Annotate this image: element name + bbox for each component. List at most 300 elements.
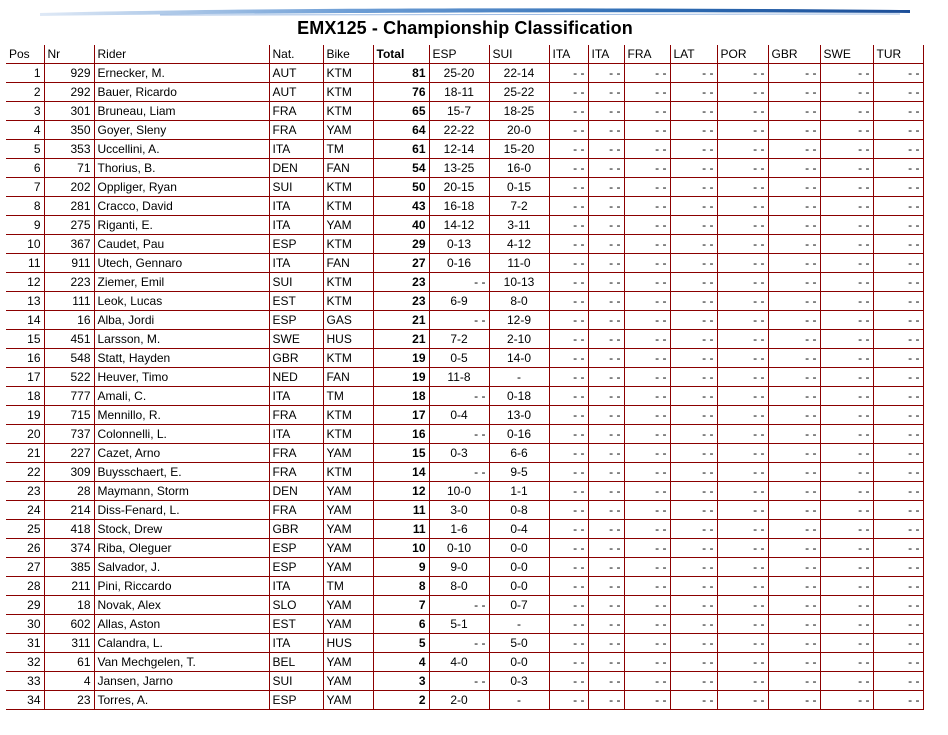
table-row — [6, 197, 923, 216]
rider-cell: Jansen, Jarno — [94, 672, 269, 691]
bike-cell: YAM — [323, 121, 373, 140]
round-esp-cell: 0-10 — [429, 539, 489, 558]
nationality-cell: FRA — [269, 121, 323, 140]
round-empty-cell: - - — [549, 387, 588, 406]
round-empty-cell: - - — [717, 596, 768, 615]
number-cell: 929 — [44, 64, 94, 83]
round-empty-cell: - - — [624, 140, 670, 159]
rider-cell: Statt, Hayden — [94, 349, 269, 368]
nationality-cell: FRA — [269, 102, 323, 121]
total-cell: 6 — [373, 615, 429, 634]
round-esp-cell: 0-3 — [429, 444, 489, 463]
round-empty-cell: - - — [873, 558, 923, 577]
bike-cell: TM — [323, 140, 373, 159]
nationality-cell: ITA — [269, 577, 323, 596]
table-row — [6, 349, 923, 368]
round-empty-cell: - - — [717, 216, 768, 235]
round-empty-cell: - - — [717, 615, 768, 634]
round-esp-cell: 11-8 — [429, 368, 489, 387]
rider-cell: Mennillo, R. — [94, 406, 269, 425]
number-cell: 367 — [44, 235, 94, 254]
number-cell: 385 — [44, 558, 94, 577]
round-empty-cell: - - — [549, 691, 588, 710]
bike-cell: YAM — [323, 482, 373, 501]
round-empty-cell: - - — [768, 311, 820, 330]
nationality-cell: EST — [269, 615, 323, 634]
bike-cell: KTM — [323, 83, 373, 102]
column-header-por-12: POR — [717, 45, 768, 64]
bike-cell: KTM — [323, 463, 373, 482]
round-sui-cell: 10-13 — [489, 273, 549, 292]
round-empty-cell: - - — [549, 672, 588, 691]
round-empty-cell: - - — [588, 691, 624, 710]
bike-cell: FAN — [323, 159, 373, 178]
column-header-gbr-13: GBR — [768, 45, 820, 64]
round-empty-cell: - - — [549, 463, 588, 482]
position-cell: 15 — [6, 330, 44, 349]
round-empty-cell: - - — [717, 83, 768, 102]
total-cell: 19 — [373, 368, 429, 387]
position-cell: 13 — [6, 292, 44, 311]
round-empty-cell: - - — [624, 577, 670, 596]
round-empty-cell: - - — [768, 140, 820, 159]
total-cell: 76 — [373, 83, 429, 102]
round-esp-cell: 0-13 — [429, 235, 489, 254]
round-empty-cell: - - — [549, 102, 588, 121]
page-title: EMX125 - Championship Classification — [297, 18, 633, 38]
round-empty-cell: - - — [549, 349, 588, 368]
nationality-cell: AUT — [269, 64, 323, 83]
round-sui-cell: 0-3 — [489, 672, 549, 691]
position-cell: 29 — [6, 596, 44, 615]
round-empty-cell: - - — [768, 83, 820, 102]
position-cell: 32 — [6, 653, 44, 672]
rider-cell: Diss-Fenard, L. — [94, 501, 269, 520]
round-sui-cell: - — [489, 368, 549, 387]
position-cell: 18 — [6, 387, 44, 406]
column-header-esp-6: ESP — [429, 45, 489, 64]
number-cell: 309 — [44, 463, 94, 482]
round-esp-cell: - - — [429, 634, 489, 653]
round-esp-cell: 12-14 — [429, 140, 489, 159]
round-sui-cell: 5-0 — [489, 634, 549, 653]
round-empty-cell: - - — [768, 463, 820, 482]
round-empty-cell: - - — [624, 691, 670, 710]
number-cell: 374 — [44, 539, 94, 558]
number-cell: 71 — [44, 159, 94, 178]
round-empty-cell: - - — [670, 273, 717, 292]
round-empty-cell: - - — [549, 634, 588, 653]
round-empty-cell: - - — [549, 520, 588, 539]
position-cell: 25 — [6, 520, 44, 539]
round-sui-cell: 0-18 — [489, 387, 549, 406]
position-cell: 2 — [6, 83, 44, 102]
round-empty-cell: - - — [820, 140, 873, 159]
round-esp-cell: 13-25 — [429, 159, 489, 178]
round-empty-cell: - - — [717, 254, 768, 273]
total-cell: 43 — [373, 197, 429, 216]
round-empty-cell: - - — [768, 691, 820, 710]
round-empty-cell: - - — [670, 178, 717, 197]
round-empty-cell: - - — [549, 425, 588, 444]
column-header-bike-4: Bike — [323, 45, 373, 64]
round-empty-cell: - - — [768, 121, 820, 140]
rider-cell: Cazet, Arno — [94, 444, 269, 463]
round-empty-cell: - - — [624, 159, 670, 178]
table-row — [6, 558, 923, 577]
rider-cell: Leok, Lucas — [94, 292, 269, 311]
bike-cell: YAM — [323, 501, 373, 520]
round-empty-cell: - - — [588, 178, 624, 197]
nationality-cell: DEN — [269, 482, 323, 501]
round-empty-cell: - - — [588, 254, 624, 273]
round-empty-cell: - - — [624, 406, 670, 425]
position-cell: 17 — [6, 368, 44, 387]
round-empty-cell: - - — [820, 577, 873, 596]
round-esp-cell: 2-0 — [429, 691, 489, 710]
number-cell: 223 — [44, 273, 94, 292]
number-cell: 227 — [44, 444, 94, 463]
round-sui-cell: 16-0 — [489, 159, 549, 178]
round-empty-cell: - - — [717, 387, 768, 406]
round-empty-cell: - - — [670, 615, 717, 634]
round-empty-cell: - - — [717, 235, 768, 254]
position-cell: 33 — [6, 672, 44, 691]
total-cell: 3 — [373, 672, 429, 691]
position-cell: 27 — [6, 558, 44, 577]
position-cell: 14 — [6, 311, 44, 330]
table-row — [6, 216, 923, 235]
table-row — [6, 254, 923, 273]
bike-cell: YAM — [323, 216, 373, 235]
round-empty-cell: - - — [717, 539, 768, 558]
round-empty-cell: - - — [768, 577, 820, 596]
round-empty-cell: - - — [670, 311, 717, 330]
rider-cell: Colonnelli, L. — [94, 425, 269, 444]
round-empty-cell: - - — [588, 615, 624, 634]
round-empty-cell: - - — [670, 140, 717, 159]
bike-cell: FAN — [323, 254, 373, 273]
rider-cell: Caudet, Pau — [94, 235, 269, 254]
position-cell: 22 — [6, 463, 44, 482]
round-empty-cell: - - — [588, 406, 624, 425]
round-empty-cell: - - — [768, 539, 820, 558]
round-empty-cell: - - — [820, 83, 873, 102]
round-empty-cell: - - — [873, 140, 923, 159]
bike-cell: YAM — [323, 615, 373, 634]
round-empty-cell: - - — [624, 311, 670, 330]
table-row — [6, 178, 923, 197]
round-empty-cell: - - — [768, 273, 820, 292]
round-empty-cell: - - — [873, 159, 923, 178]
round-empty-cell: - - — [820, 235, 873, 254]
nationality-cell: ITA — [269, 425, 323, 444]
round-empty-cell: - - — [588, 539, 624, 558]
round-empty-cell: - - — [873, 235, 923, 254]
round-empty-cell: - - — [820, 330, 873, 349]
round-empty-cell: - - — [873, 102, 923, 121]
number-cell: 418 — [44, 520, 94, 539]
nationality-cell: ITA — [269, 216, 323, 235]
total-cell: 29 — [373, 235, 429, 254]
nationality-cell: BEL — [269, 653, 323, 672]
round-empty-cell: - - — [670, 102, 717, 121]
round-empty-cell: - - — [820, 596, 873, 615]
bike-cell: KTM — [323, 425, 373, 444]
total-cell: 8 — [373, 577, 429, 596]
rider-cell: Utech, Gennaro — [94, 254, 269, 273]
rider-cell: Riba, Oleguer — [94, 539, 269, 558]
round-empty-cell: - - — [624, 672, 670, 691]
rider-cell: Torres, A. — [94, 691, 269, 710]
round-esp-cell: 14-12 — [429, 216, 489, 235]
number-cell: 16 — [44, 311, 94, 330]
total-cell: 81 — [373, 64, 429, 83]
rider-cell: Salvador, J. — [94, 558, 269, 577]
round-empty-cell: - - — [624, 425, 670, 444]
round-empty-cell: - - — [588, 425, 624, 444]
round-empty-cell: - - — [873, 216, 923, 235]
round-empty-cell: - - — [873, 387, 923, 406]
bike-cell: FAN — [323, 368, 373, 387]
round-empty-cell: - - — [670, 691, 717, 710]
round-empty-cell: - - — [549, 159, 588, 178]
round-empty-cell: - - — [588, 64, 624, 83]
round-empty-cell: - - — [670, 596, 717, 615]
round-esp-cell: 18-11 — [429, 83, 489, 102]
round-sui-cell: 9-5 — [489, 463, 549, 482]
position-cell: 6 — [6, 159, 44, 178]
round-empty-cell: - - — [624, 83, 670, 102]
table-row — [6, 387, 923, 406]
nationality-cell: SLO — [269, 596, 323, 615]
position-cell: 19 — [6, 406, 44, 425]
nationality-cell: GBR — [269, 520, 323, 539]
bike-cell: KTM — [323, 197, 373, 216]
round-empty-cell: - - — [820, 425, 873, 444]
round-empty-cell: - - — [588, 197, 624, 216]
position-cell: 28 — [6, 577, 44, 596]
round-empty-cell: - - — [588, 444, 624, 463]
total-cell: 9 — [373, 558, 429, 577]
round-empty-cell: - - — [873, 292, 923, 311]
bike-cell: YAM — [323, 520, 373, 539]
round-sui-cell: 2-10 — [489, 330, 549, 349]
round-empty-cell: - - — [873, 615, 923, 634]
round-empty-cell: - - — [670, 83, 717, 102]
round-empty-cell: - - — [820, 121, 873, 140]
round-empty-cell: - - — [549, 558, 588, 577]
rider-cell: Oppliger, Ryan — [94, 178, 269, 197]
round-esp-cell: 10-0 — [429, 482, 489, 501]
position-cell: 5 — [6, 140, 44, 159]
number-cell: 211 — [44, 577, 94, 596]
round-empty-cell: - - — [549, 368, 588, 387]
nationality-cell: ESP — [269, 539, 323, 558]
round-sui-cell: 14-0 — [489, 349, 549, 368]
table-row — [6, 235, 923, 254]
round-sui-cell: 0-15 — [489, 178, 549, 197]
table-row — [6, 102, 923, 121]
nationality-cell: ESP — [269, 235, 323, 254]
round-esp-cell: 1-6 — [429, 520, 489, 539]
round-empty-cell: - - — [588, 520, 624, 539]
round-sui-cell: 22-14 — [489, 64, 549, 83]
round-empty-cell: - - — [588, 83, 624, 102]
table-row — [6, 159, 923, 178]
total-cell: 11 — [373, 501, 429, 520]
round-empty-cell: - - — [717, 653, 768, 672]
rider-cell: Larsson, M. — [94, 330, 269, 349]
round-empty-cell: - - — [820, 292, 873, 311]
total-cell: 19 — [373, 349, 429, 368]
round-empty-cell: - - — [670, 292, 717, 311]
bike-cell: GAS — [323, 311, 373, 330]
total-cell: 64 — [373, 121, 429, 140]
round-empty-cell: - - — [873, 273, 923, 292]
total-cell: 61 — [373, 140, 429, 159]
round-empty-cell: - - — [588, 292, 624, 311]
bike-cell: KTM — [323, 235, 373, 254]
table-row — [6, 482, 923, 501]
round-empty-cell: - - — [549, 216, 588, 235]
round-empty-cell: - - — [873, 539, 923, 558]
round-empty-cell: - - — [624, 254, 670, 273]
total-cell: 23 — [373, 273, 429, 292]
round-esp-cell: 9-0 — [429, 558, 489, 577]
round-empty-cell: - - — [670, 463, 717, 482]
round-empty-cell: - - — [624, 387, 670, 406]
number-cell: 281 — [44, 197, 94, 216]
round-empty-cell: - - — [670, 368, 717, 387]
rider-cell: Cracco, David — [94, 197, 269, 216]
round-empty-cell: - - — [549, 311, 588, 330]
round-empty-cell: - - — [768, 197, 820, 216]
position-cell: 34 — [6, 691, 44, 710]
round-empty-cell: - - — [670, 159, 717, 178]
nationality-cell: EST — [269, 292, 323, 311]
bike-cell: KTM — [323, 292, 373, 311]
number-cell: 911 — [44, 254, 94, 273]
round-empty-cell: - - — [717, 425, 768, 444]
round-empty-cell: - - — [670, 444, 717, 463]
round-empty-cell: - - — [820, 501, 873, 520]
nationality-cell: DEN — [269, 159, 323, 178]
rider-cell: Calandra, L. — [94, 634, 269, 653]
round-empty-cell: - - — [873, 368, 923, 387]
round-empty-cell: - - — [624, 292, 670, 311]
round-sui-cell: 1-1 — [489, 482, 549, 501]
round-empty-cell: - - — [624, 330, 670, 349]
round-empty-cell: - - — [670, 577, 717, 596]
number-cell: 202 — [44, 178, 94, 197]
table-row — [6, 368, 923, 387]
round-empty-cell: - - — [768, 254, 820, 273]
round-empty-cell: - - — [549, 539, 588, 558]
round-empty-cell: - - — [588, 102, 624, 121]
round-empty-cell: - - — [768, 292, 820, 311]
number-cell: 28 — [44, 482, 94, 501]
round-empty-cell: - - — [717, 368, 768, 387]
round-empty-cell: - - — [768, 558, 820, 577]
round-empty-cell: - - — [588, 653, 624, 672]
nationality-cell: ITA — [269, 197, 323, 216]
round-empty-cell: - - — [549, 330, 588, 349]
round-empty-cell: - - — [549, 140, 588, 159]
rider-cell: Bauer, Ricardo — [94, 83, 269, 102]
round-empty-cell: - - — [768, 406, 820, 425]
round-empty-cell: - - — [873, 691, 923, 710]
round-empty-cell: - - — [873, 178, 923, 197]
round-empty-cell: - - — [549, 615, 588, 634]
round-empty-cell: - - — [717, 273, 768, 292]
round-empty-cell: - - — [670, 539, 717, 558]
number-cell: 777 — [44, 387, 94, 406]
table-row — [6, 311, 923, 330]
table-row — [6, 653, 923, 672]
round-empty-cell: - - — [588, 482, 624, 501]
bike-cell: HUS — [323, 634, 373, 653]
round-empty-cell: - - — [588, 577, 624, 596]
round-empty-cell: - - — [820, 349, 873, 368]
total-cell: 4 — [373, 653, 429, 672]
round-empty-cell: - - — [670, 216, 717, 235]
position-cell: 7 — [6, 178, 44, 197]
round-sui-cell: 0-8 — [489, 501, 549, 520]
bike-cell: YAM — [323, 653, 373, 672]
round-empty-cell: - - — [768, 482, 820, 501]
total-cell: 10 — [373, 539, 429, 558]
round-empty-cell: - - — [717, 159, 768, 178]
bike-cell: TM — [323, 577, 373, 596]
rider-cell: Uccellini, A. — [94, 140, 269, 159]
round-empty-cell: - - — [588, 311, 624, 330]
nationality-cell: NED — [269, 368, 323, 387]
table-row — [6, 615, 923, 634]
round-empty-cell: - - — [873, 653, 923, 672]
table-header-row — [6, 45, 923, 64]
round-empty-cell: - - — [670, 672, 717, 691]
round-esp-cell: 0-4 — [429, 406, 489, 425]
round-empty-cell: - - — [624, 216, 670, 235]
round-empty-cell: - - — [717, 577, 768, 596]
round-empty-cell: - - — [820, 482, 873, 501]
round-empty-cell: - - — [820, 653, 873, 672]
rider-cell: Amali, C. — [94, 387, 269, 406]
round-sui-cell: 20-0 — [489, 121, 549, 140]
position-cell: 16 — [6, 349, 44, 368]
round-empty-cell: - - — [768, 368, 820, 387]
round-empty-cell: - - — [820, 520, 873, 539]
round-empty-cell: - - — [820, 102, 873, 121]
round-empty-cell: - - — [820, 197, 873, 216]
position-cell: 12 — [6, 273, 44, 292]
round-sui-cell: - — [489, 691, 549, 710]
bike-cell: KTM — [323, 349, 373, 368]
table-row — [6, 292, 923, 311]
bike-cell: KTM — [323, 406, 373, 425]
bike-cell: KTM — [323, 102, 373, 121]
rider-cell: Alba, Jordi — [94, 311, 269, 330]
total-cell: 18 — [373, 387, 429, 406]
column-header-rider-2: Rider — [94, 45, 269, 64]
round-empty-cell: - - — [717, 121, 768, 140]
round-empty-cell: - - — [717, 558, 768, 577]
total-cell: 12 — [373, 482, 429, 501]
round-empty-cell: - - — [768, 425, 820, 444]
round-empty-cell: - - — [873, 482, 923, 501]
round-esp-cell: - - — [429, 311, 489, 330]
